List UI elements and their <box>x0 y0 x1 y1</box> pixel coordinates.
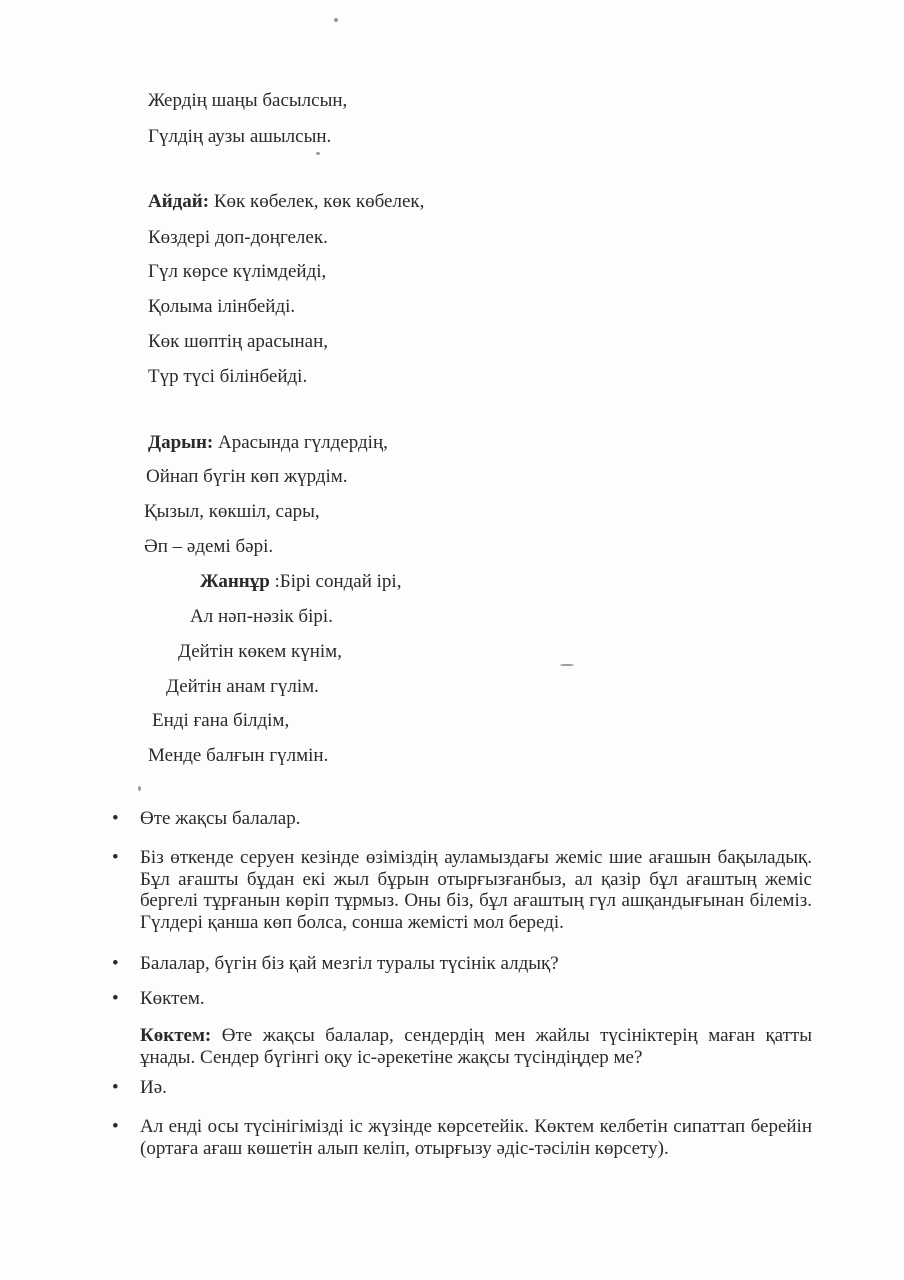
poem-line: Ал нәп-нәзік бірі. <box>190 606 333 627</box>
poem-line-text: Арасында гүлдердің, <box>213 432 388 453</box>
poem-line-text: :Бірі сондай ірі, <box>269 571 402 592</box>
poem-line: Гүл көрсе күлімдейді, <box>148 261 327 282</box>
list-item <box>112 808 812 830</box>
poem-line: Гүлдің аузы ашылсын. <box>148 126 332 147</box>
paragraph-text: Өте жақсы балалар, сендердің мен жайлы түсініктерің маған қатты ұнады. Сендер бүгінгі оқу іс-әрекетіне жақсы түсіндіңдер ме? <box>140 1025 812 1068</box>
poem-line: Көздері доп-доңгелек. <box>148 227 328 248</box>
poem-line: Әп – әдемі бәрі. <box>144 536 274 557</box>
list-item-text: Ал енді осы түсінігімізді іс жүзінде көрсетейік. Көктем келбетін сипаттап берейін (ортаға ағаш көшетін алып келіп, отырғызу әдіс-тәсілін көрсету). <box>140 1116 812 1159</box>
poem-line-daryn-first <box>148 432 388 454</box>
scan-speck <box>334 18 338 22</box>
list-item-text: Біз өткенде серуен кезінде өзіміздің ауламыздағы жеміс шие ағашын бақыладық. Бұл ағашты бұдан екі жыл бұрын отырғызғанбыз, ал қазір бұл ағаштың жеміс бергелі тұрғанын көріп тұрмыз. Оны біз, бұл ағаштың гүл ашқандығынан білеміз. Гүлдері қанша көп болса, сонша жемісті мол береді. <box>140 847 812 933</box>
list-item-text: Иә. <box>140 1077 167 1098</box>
poem-line: Ойнап бүгін көп жүрдім. <box>146 466 348 487</box>
bullet-marker: • <box>112 1077 119 1098</box>
poem-line: Жердің шаңы басылсын, <box>148 90 348 111</box>
list-item <box>112 847 812 933</box>
scan-speck <box>316 152 320 155</box>
list-item <box>112 1077 812 1099</box>
poem-line-aidai-first <box>148 191 424 213</box>
poem-line: Енді ғана білдім, <box>152 710 290 731</box>
bullet-marker: • <box>112 988 119 1009</box>
scan-speck <box>138 786 141 791</box>
poem-line: Қызыл, көкшіл, сары, <box>144 501 320 522</box>
poem-line: Түр түсі білінбейді. <box>148 366 308 387</box>
speaker-name: Көктем: <box>140 1025 212 1046</box>
poem-line: Менде балғын гүлмін. <box>148 745 329 766</box>
poem-line: Көк шөптің арасынан, <box>148 331 329 352</box>
bullet-marker: • <box>112 847 119 868</box>
poem-line: Дейтін көкем күнім, <box>178 641 342 662</box>
list-item-text: Өте жақсы балалар. <box>140 808 301 829</box>
list-item-text: Көктем. <box>140 988 205 1009</box>
list-item <box>112 988 812 1010</box>
poem-line: Қолыма ілінбейді. <box>148 296 296 317</box>
poem-line-zhannur-first <box>200 571 401 593</box>
speaker-name: Жаннұр <box>200 571 270 592</box>
bullet-marker: • <box>112 953 119 974</box>
scan-speck <box>560 664 574 666</box>
poem-line: Дейтін анам гүлім. <box>166 676 319 697</box>
bullet-marker: • <box>112 808 119 829</box>
speaker-name: Дарын: <box>148 432 214 453</box>
list-item-text: Балалар, бүгін біз қай мезгіл туралы түсінік алдық? <box>140 953 559 974</box>
bullet-marker: • <box>112 1116 119 1137</box>
list-item <box>112 1116 812 1160</box>
speaker-name: Айдай: <box>148 191 210 212</box>
list-item <box>112 953 812 975</box>
poem-line-text: Көк көбелек, көк көбелек, <box>209 191 425 212</box>
koktem-paragraph <box>140 1025 812 1069</box>
